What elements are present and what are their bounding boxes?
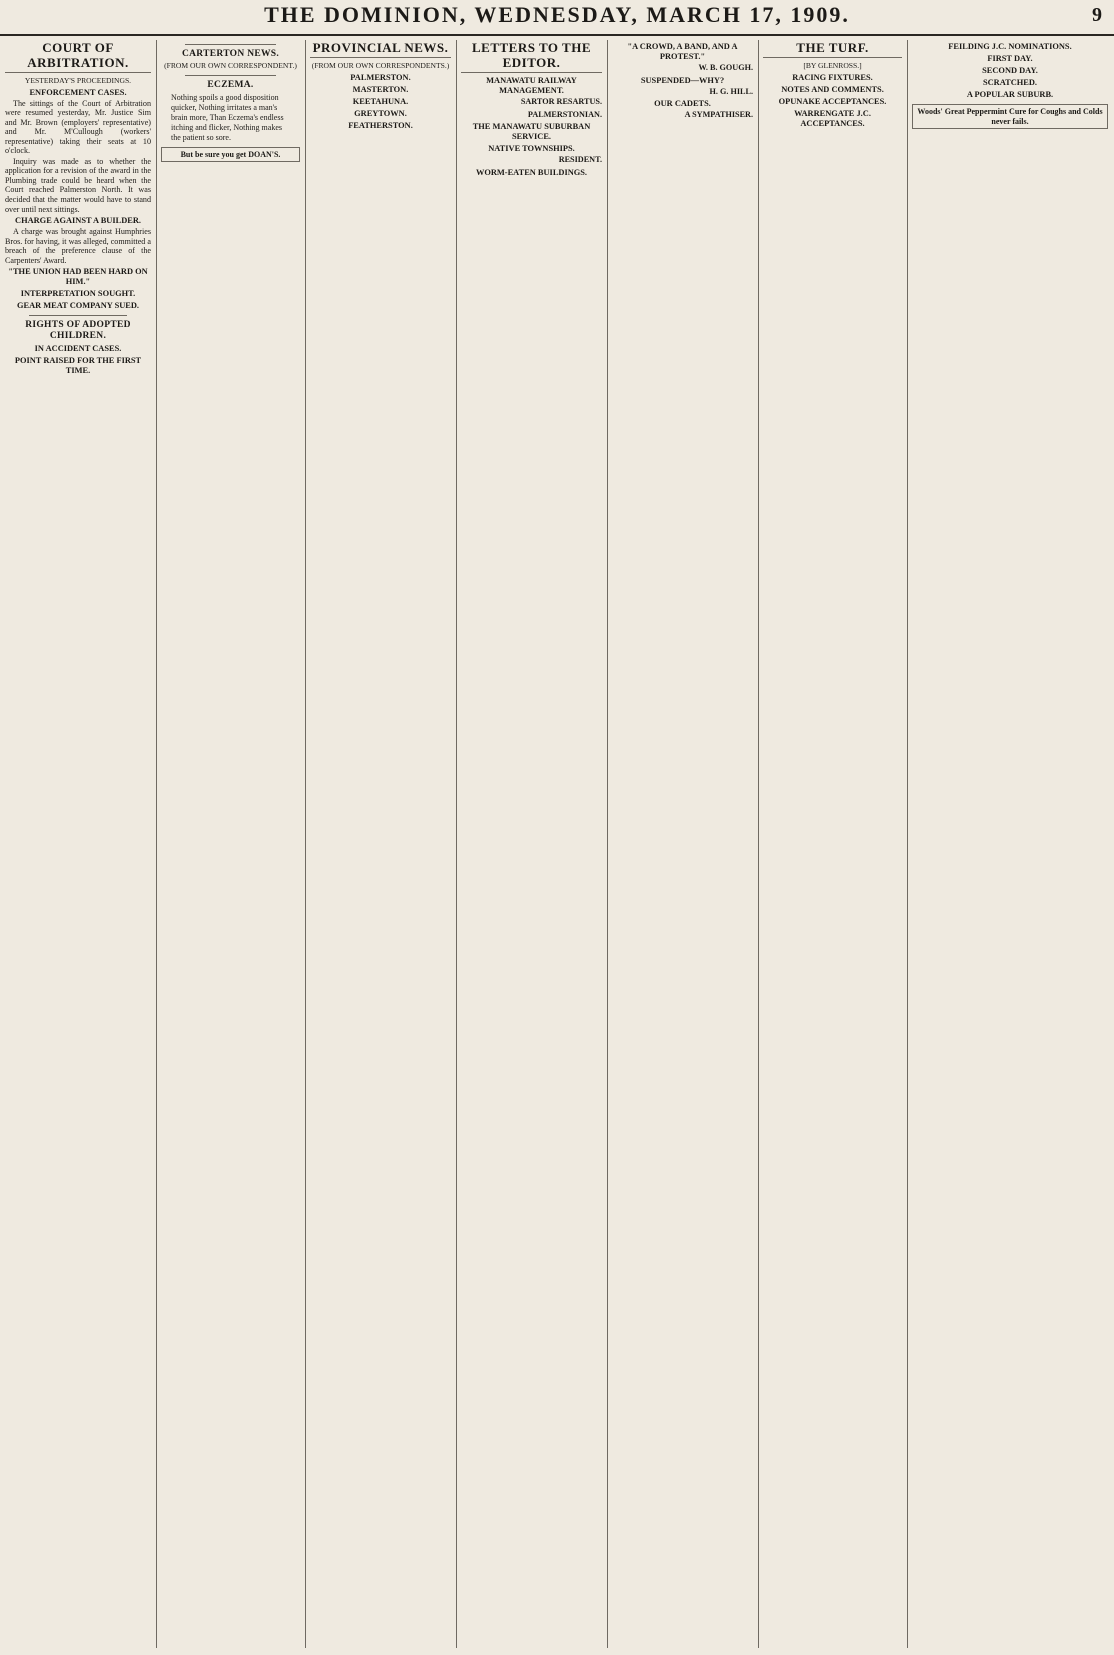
article-heading: GEAR MEAT COMPANY SUED. — [16, 301, 140, 311]
column-rule — [607, 40, 608, 1648]
divider — [29, 315, 127, 316]
subheading: [BY GLENROSS.] — [803, 61, 862, 70]
signature: H. G. HILL. — [709, 86, 753, 96]
section-heading: THE TURF. — [763, 40, 902, 58]
article-heading: SUSPENDED—WHY? — [640, 75, 725, 85]
article-heading: WARRENGATE J.C. ACCEPTANCES. — [794, 108, 871, 128]
advertisement: Woods' Great Peppermint Cure for Coughs and Colds never fails. — [912, 104, 1108, 129]
article-heading: SCRATCHED. — [982, 78, 1038, 87]
article-heading: PALMERSTON. — [350, 72, 411, 82]
signature: RESIDENT. — [558, 155, 602, 165]
subheading: YESTERDAY'S PROCEEDINGS. — [24, 76, 132, 85]
paragraph: The sittings of the Court of Arbitration were resumed yesterday, Mr. Justice Sim and Mr. Brown (employers' representative) and Mr. M'Cullough (workers' representative) taking their seats at 10 o'clock. — [5, 98, 151, 156]
article-heading: INTERPRETATION SOUGHT. — [20, 289, 136, 299]
article-heading: MASTERTON. — [352, 84, 409, 94]
article-heading: OUR CADETS. — [654, 99, 711, 109]
section-heading: COURT OF ARBITRATION. — [5, 40, 151, 73]
poem: Nothing spoils a good disposition quicker, Nothing irritates a man's brain more, Than Eczema's endless itching and flicker, Nothing makes the patient so sore. — [171, 92, 284, 142]
column-rule — [758, 40, 759, 1648]
column-provincial-news — [310, 40, 451, 1648]
article-heading: KEETAHUNA. — [352, 96, 409, 106]
article-heading: NATIVE TOWNSHIPS. — [488, 144, 575, 154]
signature: SARTOR RESARTUS. — [520, 97, 602, 106]
column-rule — [456, 40, 457, 1648]
article-heading: FEILDING J.C. NOMINATIONS. — [948, 42, 1072, 51]
section-heading: PROVINCIAL NEWS. — [310, 40, 451, 58]
signature: A SYMPATHISER. — [684, 110, 753, 120]
article-heading: RACING FIXTURES. — [792, 72, 873, 82]
paragraph: Inquiry was made as to whether the application for a revision of the award in the Plumbing trade could be heard when the Court reached Palmerston North. It was decided that the matter would have to stand over until next sittings. — [5, 156, 151, 214]
article-heading: RIGHTS OF ADOPTED CHILDREN. — [25, 320, 131, 342]
column-letters-continued — [612, 40, 753, 1648]
advertisement: But be sure you get DOAN'S. — [161, 147, 300, 163]
article-heading: CHARGE AGAINST A BUILDER. — [15, 216, 141, 226]
article-heading: FIRST DAY. — [987, 54, 1033, 63]
divider — [185, 75, 276, 76]
column-court-of-arbitration — [5, 40, 151, 1648]
signature: W. B. GOUGH. — [698, 63, 753, 72]
article-heading: ENFORCEMENT CASES. — [29, 87, 127, 97]
subheading: (FROM OUR OWN CORRESPONDENT.) — [164, 61, 297, 70]
article-heading: IN ACCIDENT CASES. — [34, 344, 122, 354]
page-number: 9 — [1092, 4, 1102, 26]
article-heading: MANAWATU RAILWAY MANAGEMENT. — [486, 76, 577, 95]
article-heading: GREYTOWN. — [354, 108, 407, 118]
article-heading: FEATHERSTON. — [348, 120, 413, 130]
column-rule — [305, 40, 306, 1648]
divider — [185, 44, 276, 45]
article-heading: CARTERTON NEWS. — [181, 49, 280, 59]
masthead — [0, 0, 1114, 36]
subheading: (FROM OUR OWN CORRESPONDENTS.) — [311, 61, 450, 70]
column-the-turf — [763, 40, 902, 1648]
article-heading: SECOND DAY. — [982, 66, 1038, 75]
column-rule — [907, 40, 908, 1648]
article-heading: A POPULAR SUBURB. — [966, 90, 1054, 99]
article-heading: WORM-EATEN BUILDINGS. — [475, 167, 588, 177]
article-heading: "A CROWD, A BAND, AND A PROTEST." — [627, 42, 738, 61]
signature: PALMERSTONIAN. — [527, 109, 602, 119]
masthead-title: THE DOMINION, WEDNESDAY, MARCH 17, 1909. — [264, 2, 850, 27]
article-heading: OPUNAKE ACCEPTANCES. — [778, 96, 887, 106]
article-heading: "THE UNION HAD BEEN HARD ON HIM." — [8, 267, 148, 287]
column-rule — [156, 40, 157, 1648]
paragraph: A charge was brought against Humphries Bros. for having, it was alleged, committed a breach of the preference clause of the Carpenters' Award. — [5, 227, 151, 265]
column-turf-continued — [912, 40, 1108, 1648]
article-heading: POINT RAISED FOR THE FIRST TIME. — [14, 356, 142, 376]
column-continued — [161, 40, 300, 1648]
article-heading: THE MANAWATU SUBURBAN SERVICE. — [472, 122, 591, 142]
column-letters — [461, 40, 602, 1648]
article-heading: NOTES AND COMMENTS. — [781, 84, 884, 94]
article-heading: ECZEMA. — [207, 79, 254, 90]
section-heading: LETTERS TO THE EDITOR. — [461, 40, 602, 73]
